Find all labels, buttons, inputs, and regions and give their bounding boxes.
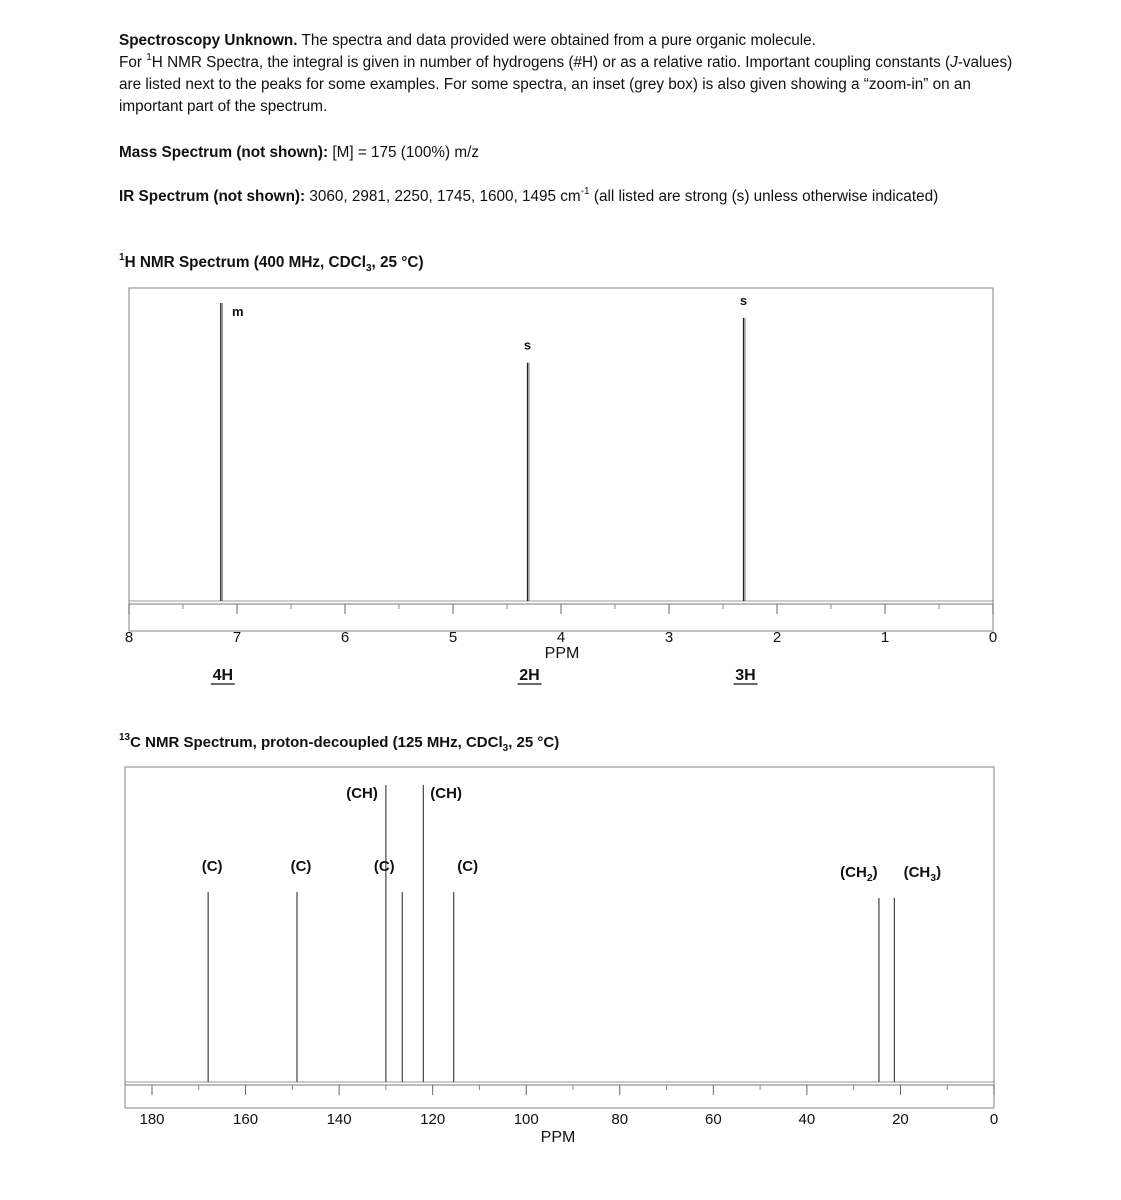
intro-text-b: H NMR Spectra, the integral is given in number of hydrogens (#H) or as a relative ratio. Important coupling constants ( <box>151 54 951 71</box>
tick-label: 8 <box>124 629 134 646</box>
integral-label: 3H <box>735 667 756 684</box>
h-nmr-title-sup: 1 <box>119 251 125 263</box>
peak-label: (C) <box>201 857 223 875</box>
c-nmr-title-sub: 3 <box>502 743 509 754</box>
peak-label: (CH) <box>346 785 378 802</box>
intro-text-a: For <box>119 54 147 71</box>
peak-label: (C) <box>457 857 479 875</box>
tick-label: 0 <box>988 629 998 646</box>
tick-label: 5 <box>448 629 458 646</box>
peak-label: $(CH_3)$ <box>903 863 942 884</box>
c-nmr-spectrum <box>125 767 998 1146</box>
tick-label: 20 <box>892 1111 909 1128</box>
peak-label: $(CH_2)$ <box>840 863 878 884</box>
tick-label: 100 <box>513 1111 539 1128</box>
integral-label: 2H <box>519 667 540 684</box>
tick-label: 4 <box>556 629 566 646</box>
mass-spectrum-value: [M] = 175 (100%) m/z <box>328 144 479 161</box>
mass-spectrum-label: Mass Spectrum (not shown): <box>119 144 329 161</box>
spectrum-frame <box>129 288 993 631</box>
ir-unit-sup: -1 <box>580 185 590 197</box>
intro-heading: Spectroscopy Unknown. <box>119 32 298 49</box>
tick-label: 1 <box>880 629 890 646</box>
peak-label: (C) <box>290 857 312 875</box>
tick-label: 180 <box>139 1111 165 1128</box>
tick-label: 80 <box>611 1111 629 1128</box>
h-nmr-title-end: , 25 °C) <box>371 254 424 271</box>
tick-label: 60 <box>704 1111 722 1128</box>
integral-label: 4H <box>212 667 234 684</box>
tick-label: 3 <box>664 629 674 646</box>
tick-label: 160 <box>233 1111 259 1128</box>
tick-label: 7 <box>232 629 242 646</box>
tick-label: 120 <box>420 1111 446 1128</box>
tick-label: 2 <box>772 629 782 646</box>
c-nmr-title-sup: 13 <box>119 732 131 743</box>
intro-heading-rest: The spectra and data provided were obtained from a pure organic molecule. <box>297 32 816 49</box>
h-nmr-spectrum <box>125 288 997 684</box>
h-nmr-title-text: H NMR Spectrum (400 MHz, CDCl <box>124 254 366 271</box>
c-nmr-title-end: , 25 °C) <box>508 734 560 751</box>
ir-note: (all listed are strong (s) unless otherwise indicated) <box>589 188 939 205</box>
tick-label: 0 <box>989 1111 999 1128</box>
spectrum-frame <box>125 767 994 1108</box>
ir-spectrum-value: 3060, 2981, 2250, 1745, 1600, 1495 cm <box>305 188 581 205</box>
ir-spectrum-label: IR Spectrum (not shown): <box>119 188 306 205</box>
multiplicity-label: m <box>232 304 244 319</box>
c-nmr-title-text: C NMR Spectrum, proton-decoupled (125 MHz, CDCl <box>130 734 503 751</box>
x-axis-label: PPM <box>544 645 580 662</box>
intro-sup: 1 <box>146 51 152 63</box>
multiplicity-label: s <box>739 292 748 308</box>
tick-label: 6 <box>340 629 350 646</box>
tick-label: 140 <box>326 1111 352 1128</box>
intro-text-c: -values) are listed next to the peaks for some examples. For some spectra, an inset (grey box) is also given showing a “zoom-in” on an important part of the spectrum. <box>119 54 1013 115</box>
peak-label: (C) <box>373 857 395 875</box>
peak-label: (CH) <box>430 785 462 802</box>
intro-j: J <box>950 54 958 71</box>
tick-label: 40 <box>798 1111 816 1128</box>
multiplicity-label: s <box>523 337 532 353</box>
x-axis-label: PPM <box>540 1129 576 1146</box>
h-nmr-title-sub: 3 <box>365 263 372 275</box>
